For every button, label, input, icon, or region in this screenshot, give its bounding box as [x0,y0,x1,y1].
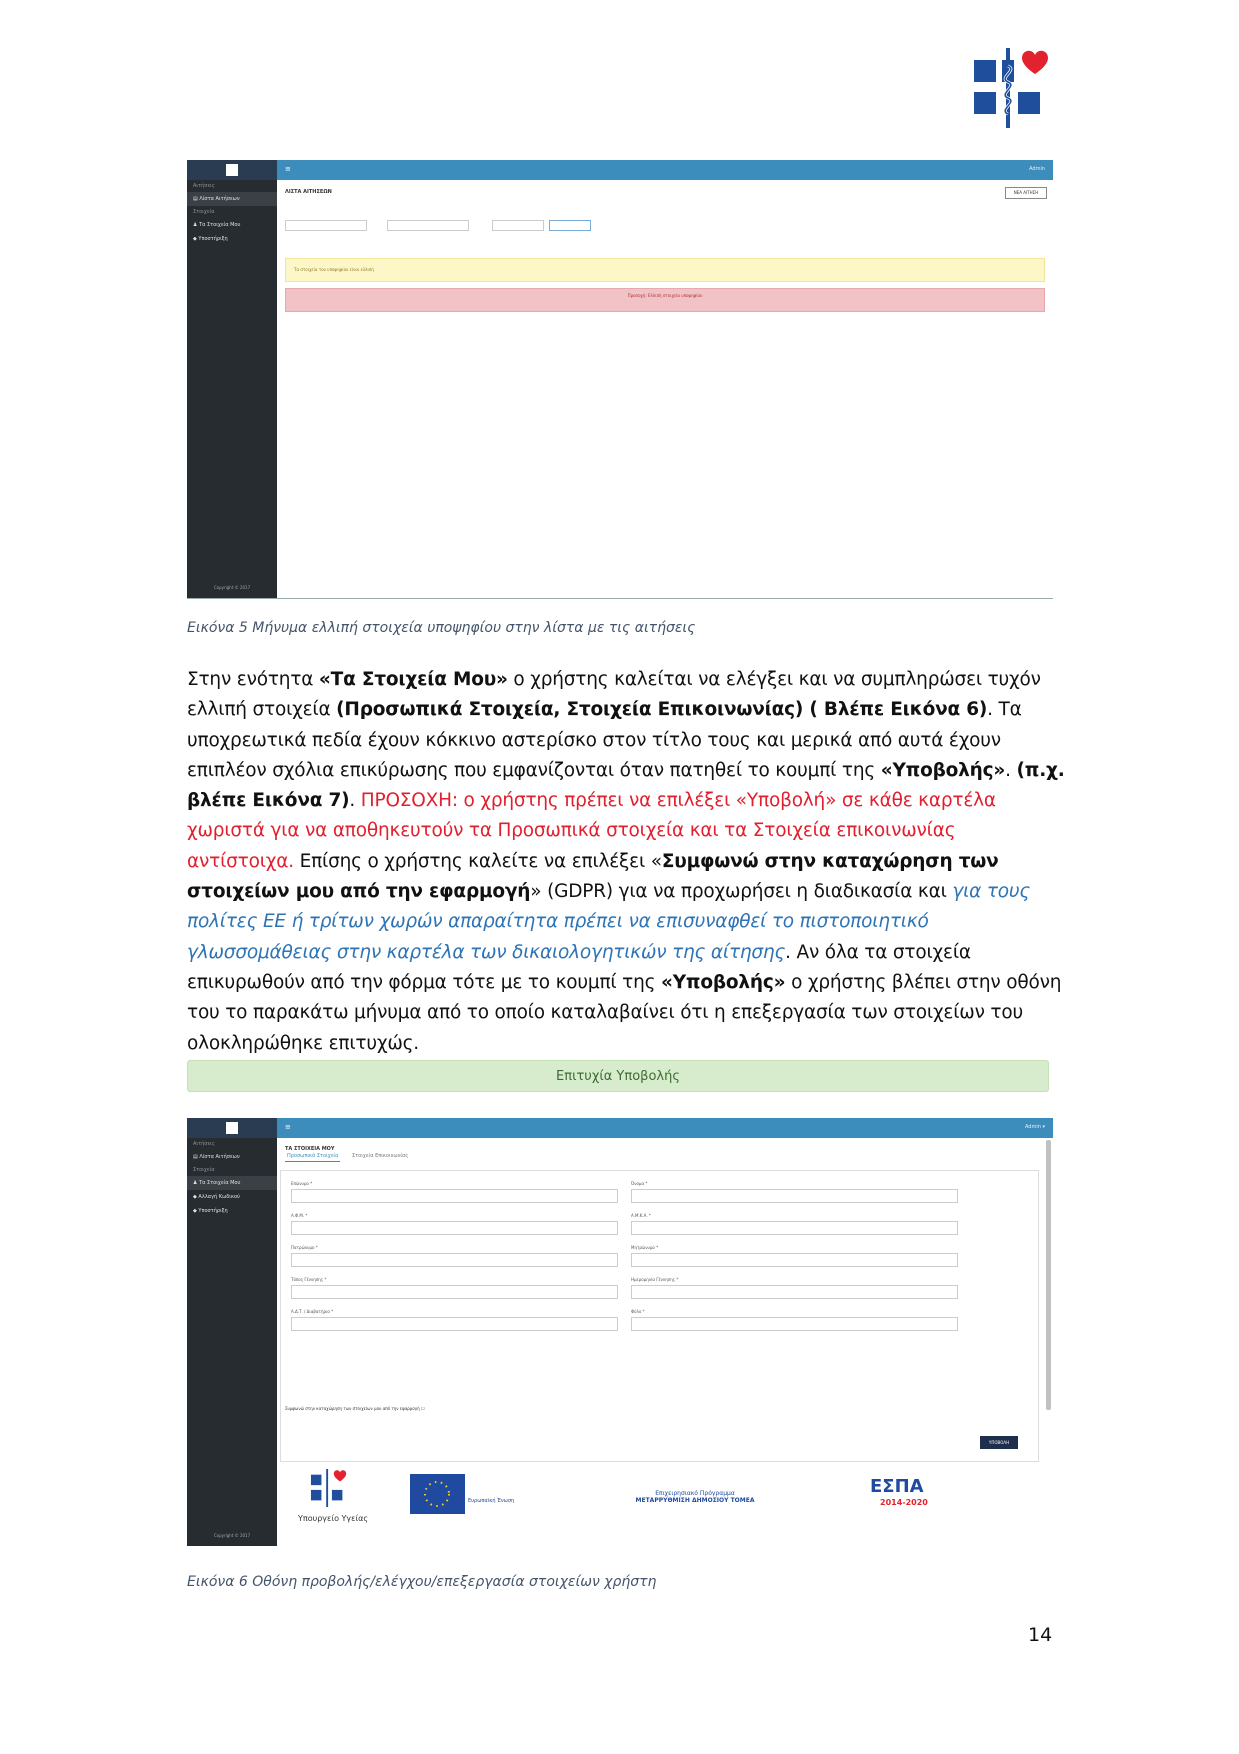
success-message: Επιτυχία Υποβολής [187,1060,1049,1092]
sidebar: Αιτήσεις ▤ Λίστα Αιτήσεων Στοιχεία ♟ Τα Στοιχεία Μου ◆ Υποστήριξη Copyright © 2017 [187,160,277,598]
page-title: ΛΙΣΤΑ ΑΙΤΗΣΕΩΝ [285,189,332,195]
top-bar [277,160,1053,180]
caption-figure-6: Εικόνα 6 Οθόνη προβολής/ελέγχου/επεξεργασία στοιχείων χρήστη [187,1574,657,1590]
submit-button[interactable]: ΥΠΟΒΟΛΗ [980,1436,1018,1449]
screenshot-application-list [187,160,1053,599]
ministry-logo [972,46,1056,130]
mother-input[interactable] [631,1253,958,1267]
menu-icon[interactable]: ≡ [285,165,291,173]
new-application-button[interactable]: ΝΕΑ ΑΙΤΗΣΗ [1005,187,1047,199]
ministry-logo-small [310,1468,350,1508]
scrollbar[interactable] [1046,1140,1051,1410]
name-input[interactable] [631,1189,958,1203]
screenshot-my-data: Αιτήσεις ▤ Λίστα Αιτήσεων Στοιχεία ♟ Τα Στοιχεία Μου ◆ Αλλαγή Κωδικού ◆ Υποστήριξη Copyright © 2017 ≡ Admin ▾ ΤΑ ΣΤΟΙΧΕΙΑ ΜΟΥ Προσωπικά Στοιχεία Στοιχεία Επικοινωνίας Επώνυμο * Όνομα * Α.Φ.Μ. * Α.Μ.Κ.Α. * Πατρώνυμο * Μητρώνυμο * Τόπος Γέννησης * Ημερομηνία Γέννησης * Α.Δ.Τ. / Διαβατήριο * Φύλο * ΥΠΟΒΟΛΗ Συμφωνώ στην καταχώρηση των στοιχείων μου από την εφαρμογή ☐ Υπουργείο Υγείας Ευρωπαϊκή Ένωση Επιχειρησιακό Πρόγραμμα ΜΕΤΑΡΡΥΘΜΙΣΗ ΔΗΜΟΣΙΟΥ ΤΟΜΕΑ ΕΣΠΑ 2014-2020 [187,1118,1053,1546]
user-menu[interactable]: Admin [1029,166,1045,172]
birthplace-input[interactable] [291,1285,618,1299]
footer-logos: Υπουργείο Υγείας Ευρωπαϊκή Ένωση Επιχειρησιακό Πρόγραμμα ΜΕΤΑΡΡΥΘΜΙΣΗ ΔΗΜΟΣΙΟΥ ΤΟΜΕΑ ΕΣΠΑ 2014-2020 [280,1468,1039,1546]
date-to-input[interactable] [387,220,469,231]
surname-input[interactable] [291,1189,618,1203]
sidebar-2: Αιτήσεις ▤ Λίστα Αιτήσεων Στοιχεία ♟ Τα Στοιχεία Μου ◆ Αλλαγή Κωδικού ◆ Υποστήριξη Copyright © 2017 [187,1118,277,1546]
menu-icon-2[interactable]: ≡ [285,1123,291,1131]
error-alert: Προσοχή: Ελλιπή στοιχεία υποψηφίου [285,288,1045,312]
sidebar-item-applications[interactable]: ▤ Λίστα Αιτήσεων [187,192,277,206]
warning-alert: Τα στοιχεία του υποψηφίου είναι ελλιπή [285,258,1045,282]
body-paragraph: Στην ενότητα «Τα Στοιχεία Μου» ο χρήστης καλείται να ελέγξει και να συμπληρώσει τυχόν ελλιπή στοιχεία (Προσωπικά Στοιχεία, Στοιχεία Επικοινωνίας) ( Βλέπε Εικόνα 6). Τα υποχρεωτικά πεδία έχουν κόκκινο αστερίσκο στον τίτλο τους και μερικά από αυτά έχουν επιπλέον σχόλια επικύρωσης που εμφανίζονται όταν πατηθεί το κουμπί της «Υποβολής». (π.χ. βλέπε Εικόνα 7). ΠΡΟΣΟΧΗ: ο χρήστης πρέπει να επιλέξει «Υποβολή» σε κάθε καρτέλα χωριστά για να αποθηκευτούν τα Προσωπικά στοιχεία και τα Στοιχεία επικοινωνίας αντίστοιχα. Επίσης ο χρήστης καλείτε να επιλέξει «Συμφωνώ στην καταχώρηση των στοιχείων μου από την εφαρμογή» (GDPR) για να προχωρήσει η διαδικασία και για τους πολίτες ΕΕ ή τρίτων χωρών απαραίτητα πρέπει να επισυναφθεί το πιστοποιητικό γλωσσομάθειας στην καρτέλα των δικαιολογητικών της αίτησης. Αν όλα τα στοιχεία επικυρωθούν από την φόρμα τότε με το κουμπί της «Υποβολής» ο χρήστης βλέπει στην οθόνη του το παρακάτω μήνυμα από το οποίο καταλαβαίνει ότι η επεξεργασία των στοιχείων του ολοκληρώθηκε επιτυχώς. [187,669,1065,1054]
gender-select[interactable] [631,1317,958,1331]
gdpr-checkbox[interactable]: Συμφωνώ στην καταχώρηση των στοιχείων μου από την εφαρμογή ☐ [285,1406,425,1411]
birthdate-input[interactable] [631,1285,958,1299]
page-title-2: ΤΑ ΣΤΟΙΧΕΙΑ ΜΟΥ [285,1146,335,1152]
father-input[interactable] [291,1253,618,1267]
afm-input[interactable] [291,1221,618,1235]
amka-input[interactable] [631,1221,958,1235]
tab-personal[interactable]: Προσωπικά Στοιχεία [285,1151,340,1162]
espa-logo: ΕΣΠΑ [870,1476,924,1497]
date-from-input[interactable] [285,220,367,231]
sidebar-item-my-data[interactable]: ♟ Τα Στοιχεία Μου [193,222,241,228]
status-select[interactable] [492,220,544,231]
search-button[interactable] [549,220,591,231]
sidebar-item-help[interactable]: ◆ Υποστήριξη [193,236,228,242]
page-number: 14 [1028,1624,1053,1646]
personal-data-form: Επώνυμο * Όνομα * Α.Φ.Μ. * Α.Μ.Κ.Α. * Πατρώνυμο * Μητρώνυμο * Τόπος Γέννησης * Ημερομηνία Γέννησης * Α.Δ.Τ. / Διαβατήριο * Φύλο * ΥΠΟΒΟΛΗ [280,1170,1039,1462]
eu-flag [410,1474,465,1514]
tab-contact[interactable]: Στοιχεία Επικοινωνίας [351,1153,409,1159]
caption-figure-5: Εικόνα 5 Μήνυμα ελλιπή στοιχεία υποψηφίου στην λίστα με τις αιτήσεις [187,620,696,636]
id-input[interactable] [291,1317,618,1331]
